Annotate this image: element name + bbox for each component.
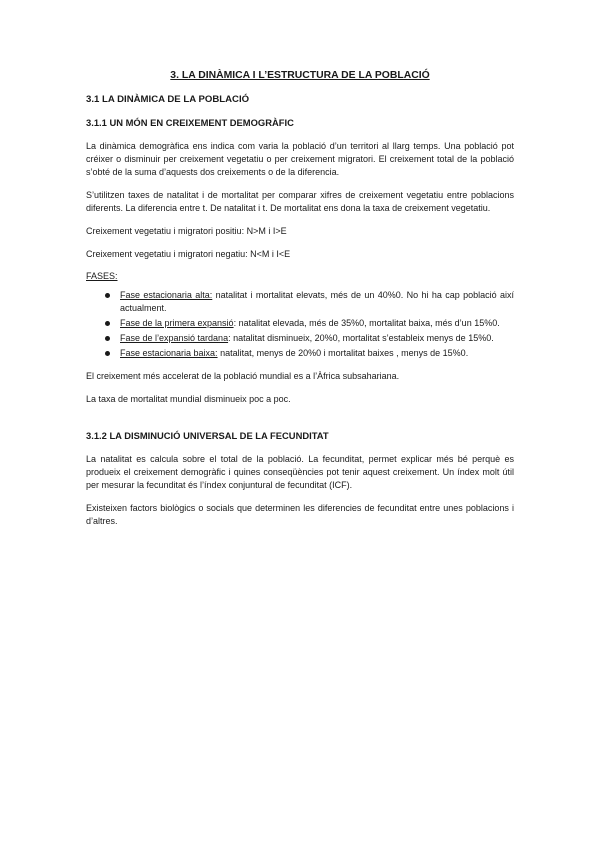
section-spacer — [86, 416, 514, 430]
bullet-icon — [105, 321, 110, 326]
list-item — [120, 289, 514, 315]
paragraph-fertility-factors: Existeixen factors biològics o socials que determinen les diferencies de fecunditat entre unes poblacions i d’altres. — [86, 503, 514, 526]
paragraph-subsaharan-africa: El creixement més accelerat de la població mundial es a l’Àfrica subsahariana. — [86, 371, 400, 381]
paragraph-birth-death-rates: S’utilitzen taxes de natalitat i de mortalitat per comparar xifres de creixement vegetatiu entre poblacions diferents. La diferencia entre t. De natalitat i t. De mortalitat ens dona la taxa de creixement vegetatiu. — [86, 190, 514, 213]
document-title: 3. LA DINÀMICA I L’ESTRUCTURA DE LA POBLACIÓ — [170, 70, 430, 81]
phase-description: natalitat, menys de 20%0 i mortalitat baixes , menys de 15%0. — [217, 348, 469, 358]
subsection-heading-3-1-1: 3.1.1 UN MÓN EN CREIXEMENT DEMOGRÀFIC — [86, 117, 294, 128]
paragraph-demographic-dynamics: La dinàmica demogràfica ens indica com varia la població d’un territori al llarg temps. Una població pot créixer o disminuir per creixement vegetatiu o per creixement migratori. El creixement total de la població s’obté de la suma d’aquests dos creixements o de la diferencia. — [86, 141, 514, 177]
list-item — [120, 347, 514, 360]
phase-term: Fase de la primera expansió — [120, 318, 234, 328]
phase-description: : natalitat disminueix, 20%0, mortalitat s’estableix menys de 15%0. — [228, 333, 494, 343]
paragraph-positive-growth: Creixement vegetatiu i migratori positiu: N>M i I>E — [86, 226, 287, 236]
subsection-heading-3-1-2: 3.1.2 LA DISMINUCIÓ UNIVERSAL DE LA FECUNDITAT — [86, 430, 329, 441]
section-heading-3-1: 3.1 LA DINÀMICA DE LA POBLACIÓ — [86, 94, 250, 105]
phase-term: Fase estacionaria alta: — [120, 290, 213, 300]
paragraph-mortality-decrease: La taxa de mortalitat mundial disminueix poc a poc. — [86, 394, 291, 404]
bullet-icon — [105, 336, 110, 341]
phase-description: : natalitat elevada, més de 35%0, mortalitat baixa, més d’un 15%0. — [233, 318, 500, 328]
paragraph-fertility: La natalitat es calcula sobre el total de la població. La fecunditat, permet explicar més bé perquè es produeix el creixement demogràfic i quines conseqüències pot tenir aquest creixement. Un índex molt útil per mesurar la fecunditat és l’índex conjuntural de fecunditat (ICF). — [86, 454, 514, 490]
phase-description: natalitat i mortalitat elevats, més de un 40%0. No hi ha cap població així actualment. — [120, 290, 514, 313]
phases-label: FASES: — [86, 271, 118, 281]
phase-term: Fase de l’expansió tardana — [120, 333, 229, 343]
phase-term: Fase estacionaria baixa: — [120, 348, 218, 358]
bullet-icon — [105, 351, 110, 356]
phases-list — [86, 289, 514, 360]
paragraph-negative-growth: Creixement vegetatiu i migratori negatiu: N<M i I<E — [86, 249, 291, 259]
list-item — [120, 317, 514, 330]
list-item — [120, 332, 514, 345]
bullet-icon — [105, 293, 110, 298]
